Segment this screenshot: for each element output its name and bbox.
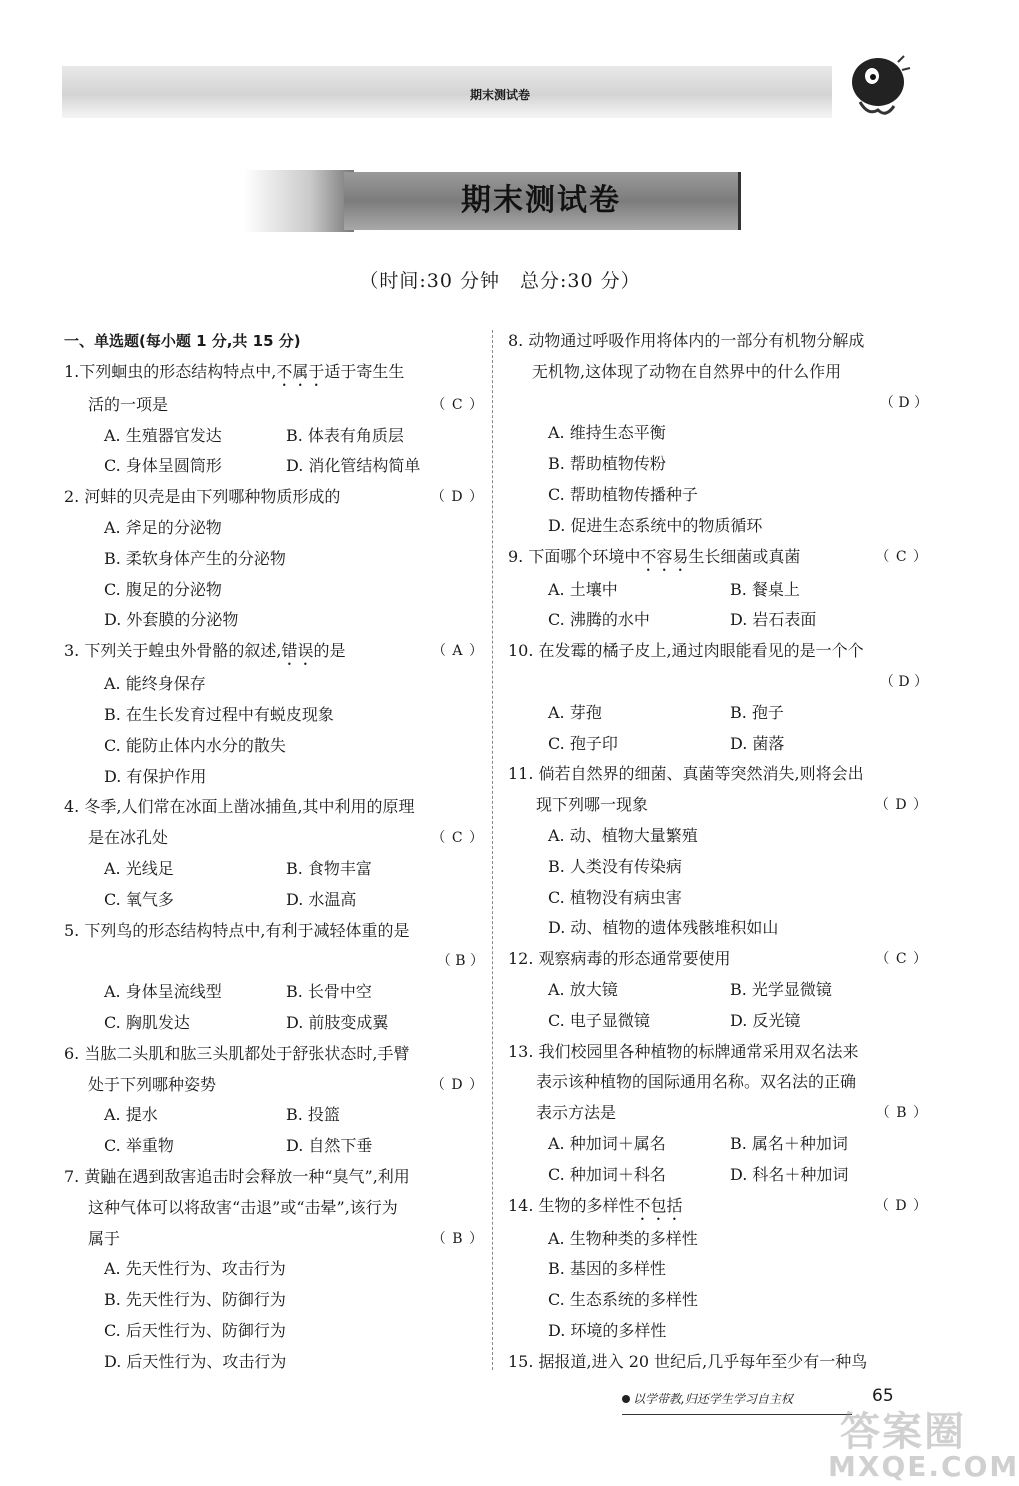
question-2: 2. 河蚌的贝壳是由下列哪种物质形成的 （ D ） A. 斧足的分泌物 B. 柔软身体产生的分泌物 C. 腹足的分泌物 D. 外套膜的分泌物 <box>64 482 484 636</box>
question-8: 8. 动物通过呼吸作用将体内的一部分有机物分解成 无机物,这体现了动物在自然界中的什么作用 （ D ） A. 维持生态平衡 B. 帮助植物传粉 C. 帮助植物传播种子 D. 促进生态系统中的物质循环 <box>508 331 928 535</box>
footer-slogan: 以学带教,归还学生学习自主权 <box>622 1390 852 1415</box>
answer: （ A ） <box>431 643 484 660</box>
column-divider <box>492 330 493 1370</box>
question-15: 15. 据报道,进入 20 世纪后,几乎每年至少有一种鸟 <box>508 1351 868 1371</box>
question-1: 1.下列蛔虫的形态结构特点中,不属于适于寄生生 活的一项是 （ C ） A. 生殖器官发达 B. 体表有角质层 C. 身体呈圆筒形 D. 消化管结构简单 <box>64 361 484 476</box>
answer: （ B ） <box>431 1230 484 1247</box>
question-11: 11. 倘若自然界的细菌、真菌等突然消失,则将会出 现下列哪一现象 （ D ） A. 动、植物大量繁殖 B. 人类没有传染病 C. 植物没有病虫害 D. 动、植物的遗体残骸堆积如山 <box>508 764 928 938</box>
section-title: 一、单选题(每小题 1 分,共 15 分) <box>64 332 301 350</box>
answer: （ D ） <box>879 673 928 690</box>
question-12: 12. 观察病毒的形态通常要使用 （ C ） A. 放大镜 B. 光学显微镜 C. 电子显微镜 D. 反光镜 <box>508 944 928 1036</box>
answer: （ D ） <box>874 1197 928 1214</box>
title-banner <box>244 170 738 232</box>
answer: （ C ） <box>431 396 484 413</box>
answer: （ C ） <box>875 548 928 565</box>
question-4: 4. 冬季,人们常在冰面上凿冰捕鱼,其中利用的原理 是在冰孔处 （ C ） A. 光线足 B. 食物丰富 C. 氧气多 D. 水温高 <box>64 797 484 909</box>
watermark: 答案圈 MXQE.COM <box>828 1409 1019 1483</box>
bullet-icon <box>622 1395 630 1403</box>
mascot-icon <box>838 44 918 124</box>
question-9: 9. 下面哪个环境中不容易生长细菌或真菌 （ C ） A. 土壤中 B. 餐桌上 C. 沸腾的水中 D. 岩石表面 <box>508 542 928 637</box>
page-number: 65 <box>872 1386 894 1406</box>
question-13: 13. 我们校园里各种植物的标牌通常采用双名法来 表示该种植物的国际通用名称。双名法的正确 表示方法是 （ B ） A. 种加词＋属名 B. 属名＋种加词 C. 种加词＋科名 D. 科名＋种加词 <box>508 1041 928 1184</box>
question-10: 10. 在发霉的橘子皮上,通过肉眼能看见的是一个个 （ D ） A. 芽孢 B. 孢子 C. 孢子印 D. 菌落 <box>508 641 928 753</box>
answer: （ D ） <box>430 489 484 506</box>
answer: （ D ） <box>874 797 928 814</box>
answer: （ D ） <box>879 394 928 411</box>
question-7: 7. 黄鼬在遇到敌害追击时会释放一种“臭气”,利用 这种气体可以将敌害“击退”或“击晕”,该行为 属于 （ B ） A. 先天性行为、攻击行为 B. 先天性行为、防御行为 C. 后天性行为、防御行为 D. 后天性行为、攻击行为 <box>64 1166 484 1371</box>
answer: （ B ） <box>436 953 484 970</box>
left-column <box>64 326 484 1378</box>
answer: （ B ） <box>875 1105 928 1122</box>
question-5: 5. 下列鸟的形态结构特点中,有利于减轻体重的是 （ B ） A. 身体呈流线型 B. 长骨中空 C. 胸肌发达 D. 前肢变成翼 <box>64 920 484 1032</box>
question-3: 3. 下列关于蝗虫外骨骼的叙述,错误的是 （ A ） A. 能终身保存 B. 在生长发育过程中有蜕皮现象 C. 能防止体内水分的散失 D. 有保护作用 <box>64 636 484 792</box>
page-title: 期末测试卷 <box>461 183 621 218</box>
running-header: 期末测试卷 <box>469 88 530 102</box>
exam-info: （时间:30 分钟 总分:30 分） <box>359 270 641 292</box>
answer: （ C ） <box>875 951 928 968</box>
answer: （ C ） <box>431 830 484 847</box>
question-6: 6. 当肱二头肌和肱三头肌都处于舒张状态时,手臂 处于下列哪种姿势 （ D ） A. 提水 B. 投篮 C. 举重物 D. 自然下垂 <box>64 1043 484 1156</box>
right-column <box>508 326 928 1378</box>
question-14: 14. 生物的多样性不包括 （ D ） A. 生物种类的多样性 B. 基因的多样性 C. 生态系统的多样性 D. 环境的多样性 <box>508 1191 928 1347</box>
answer: （ D ） <box>430 1076 484 1093</box>
